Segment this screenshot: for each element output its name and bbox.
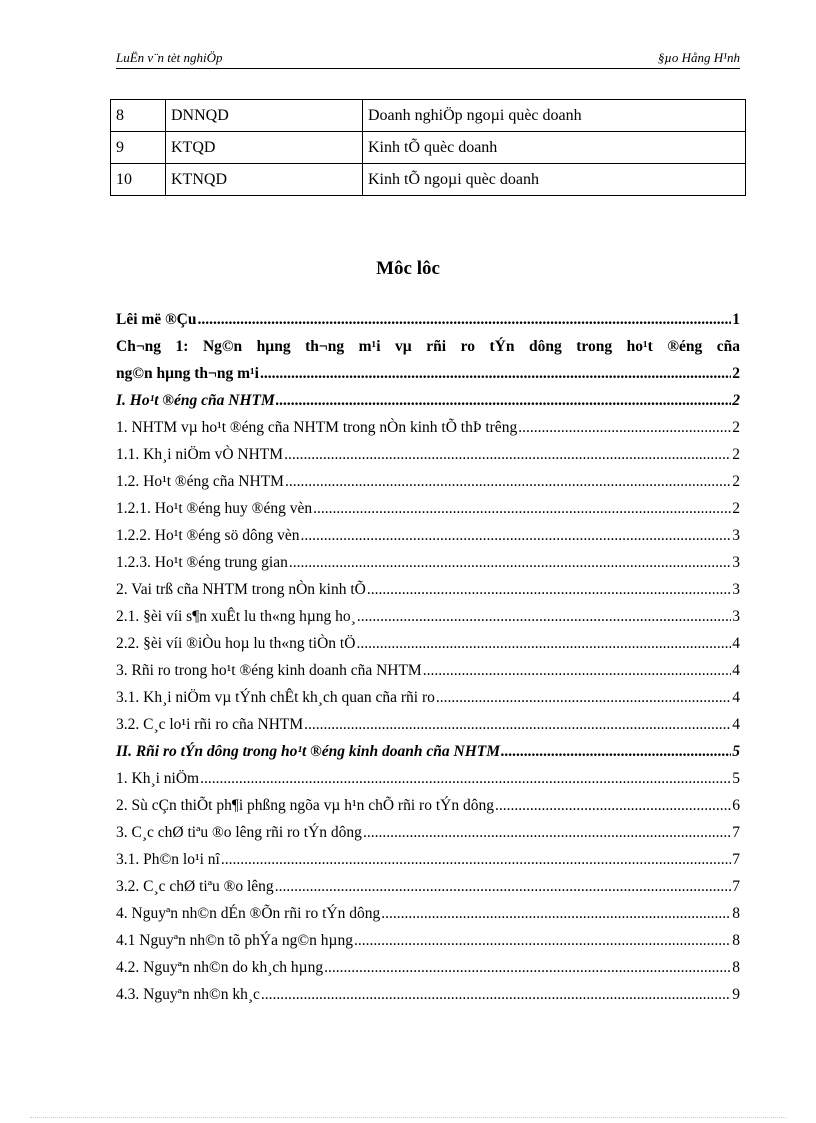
toc-entry[interactable]: 1. NHTM vµ ho¹t ®éng cña NHTM trong nÒn kinh tÕ thÞ trêng ..... 2 xyxy=(116,414,740,441)
toc-entry[interactable]: I. Ho¹t ®éng cña NHTM ..... 2 xyxy=(116,387,740,414)
abbr-code: DNNQD xyxy=(166,100,363,132)
header-left-text: LuËn v¨n tèt nghiÖp xyxy=(116,50,223,65)
abbr-code: KTQD xyxy=(166,132,363,164)
toc-entry[interactable]: 3. Rñi ro trong ho¹t ®éng kinh doanh cña NHTM ..... 4 xyxy=(116,657,740,684)
toc-entry[interactable]: Lêi më ®Çu ..... 1 xyxy=(116,306,740,333)
abbreviation-table xyxy=(110,99,746,196)
abbr-code: KTNQD xyxy=(166,164,363,196)
toc-entry[interactable]: 1. Kh¸i niÖm ..... 5 xyxy=(116,765,740,792)
toc-entry[interactable]: 3.2. C¸c lo¹i rñi ro cña NHTM ..... 4 xyxy=(116,711,740,738)
table-row xyxy=(111,100,746,132)
header-right-text: §µo Hång H¹nh xyxy=(657,50,740,65)
toc-entry[interactable]: 1.2.1. Ho¹t ®éng huy ®éng vèn ..... 2 xyxy=(116,495,740,522)
toc-entry[interactable]: 1.2. Ho¹t ®éng cña NHTM ..... 2 xyxy=(116,468,740,495)
toc-entry[interactable]: 3.2. C¸c chØ tiªu ®o lêng ..... 7 xyxy=(116,873,740,900)
toc-entry[interactable]: 3. C¸c chØ tiªu ®o lêng rñi ro tÝn dông ..... 7 xyxy=(116,819,740,846)
abbr-meaning: Kinh tÕ ngoµi quèc doanh xyxy=(363,164,746,196)
toc-entry[interactable]: 1.2.3. Ho¹t ®éng trung gian ..... 3 xyxy=(116,549,740,576)
toc-title: Môc lôc xyxy=(376,258,440,279)
toc-entry[interactable]: 3.1. Kh¸i niÖm vµ tÝnh chÊt kh¸ch quan cña rñi ro ..... 4 xyxy=(116,684,740,711)
toc-entry[interactable]: 1.2.2. Ho¹t ®éng sö dông vèn ..... 3 xyxy=(116,522,740,549)
toc-entry[interactable]: 2.1. §èi víi s¶n xuÊt lu th«ng hµng ho¸ ..... 3 xyxy=(116,603,740,630)
toc-entry[interactable]: 4.3. Nguyªn nh©n kh¸c ..... 9 xyxy=(116,981,740,1008)
toc-entry-chapter-line[interactable]: Ch¬ng 1: Ng©n hµng th¬ng m¹i vµ rñi ro tÝn dông trong ho¹t ®éng cña xyxy=(116,338,740,355)
abbr-number: 10 xyxy=(111,164,166,196)
bottom-divider xyxy=(30,1117,786,1118)
toc-entry[interactable]: 3.1. Ph©n lo¹i nî ..... 7 xyxy=(116,846,740,873)
toc-entry[interactable]: 2.2. §èi víi ®iÒu hoµ lu th«ng tiÒn tÖ ..... 4 xyxy=(116,630,740,657)
abbr-number: 9 xyxy=(111,132,166,164)
toc-entry[interactable]: 4. Nguyªn nh©n dÉn ®Õn rñi ro tÝn dông ..... 8 xyxy=(116,900,740,927)
abbr-number: 8 xyxy=(111,100,166,132)
table-of-contents xyxy=(116,306,740,1008)
toc-entry[interactable]: 2. Sù cÇn thiÕt ph¶i phßng ngõa vµ h¹n chÕ rñi ro tÝn dông ..... 6 xyxy=(116,792,740,819)
toc-entry[interactable]: ng©n hµng th¬ng m¹i ..... 2 xyxy=(116,360,740,387)
abbr-meaning: Kinh tÕ quèc doanh xyxy=(363,132,746,164)
toc-entry[interactable]: 2. Vai trß cña NHTM trong nÒn kinh tÕ ..... 3 xyxy=(116,576,740,603)
toc-entry[interactable]: 4.2. Nguyªn nh©n do kh¸ch hµng ..... 8 xyxy=(116,954,740,981)
table-row xyxy=(111,132,746,164)
table-row xyxy=(111,164,746,196)
toc-entry[interactable]: 4.1 Nguyªn nh©n tõ phÝa ng©n hµng ..... 8 xyxy=(116,927,740,954)
abbr-meaning: Doanh nghiÖp ngoµi quèc doanh xyxy=(363,100,746,132)
toc-entry[interactable]: II. Rñi ro tÝn dông trong ho¹t ®éng kinh doanh cña NHTM ..... 5 xyxy=(116,738,740,765)
toc-entry[interactable]: 1.1. Kh¸i niÖm vÒ NHTM ..... 2 xyxy=(116,441,740,468)
page-header xyxy=(116,48,740,69)
